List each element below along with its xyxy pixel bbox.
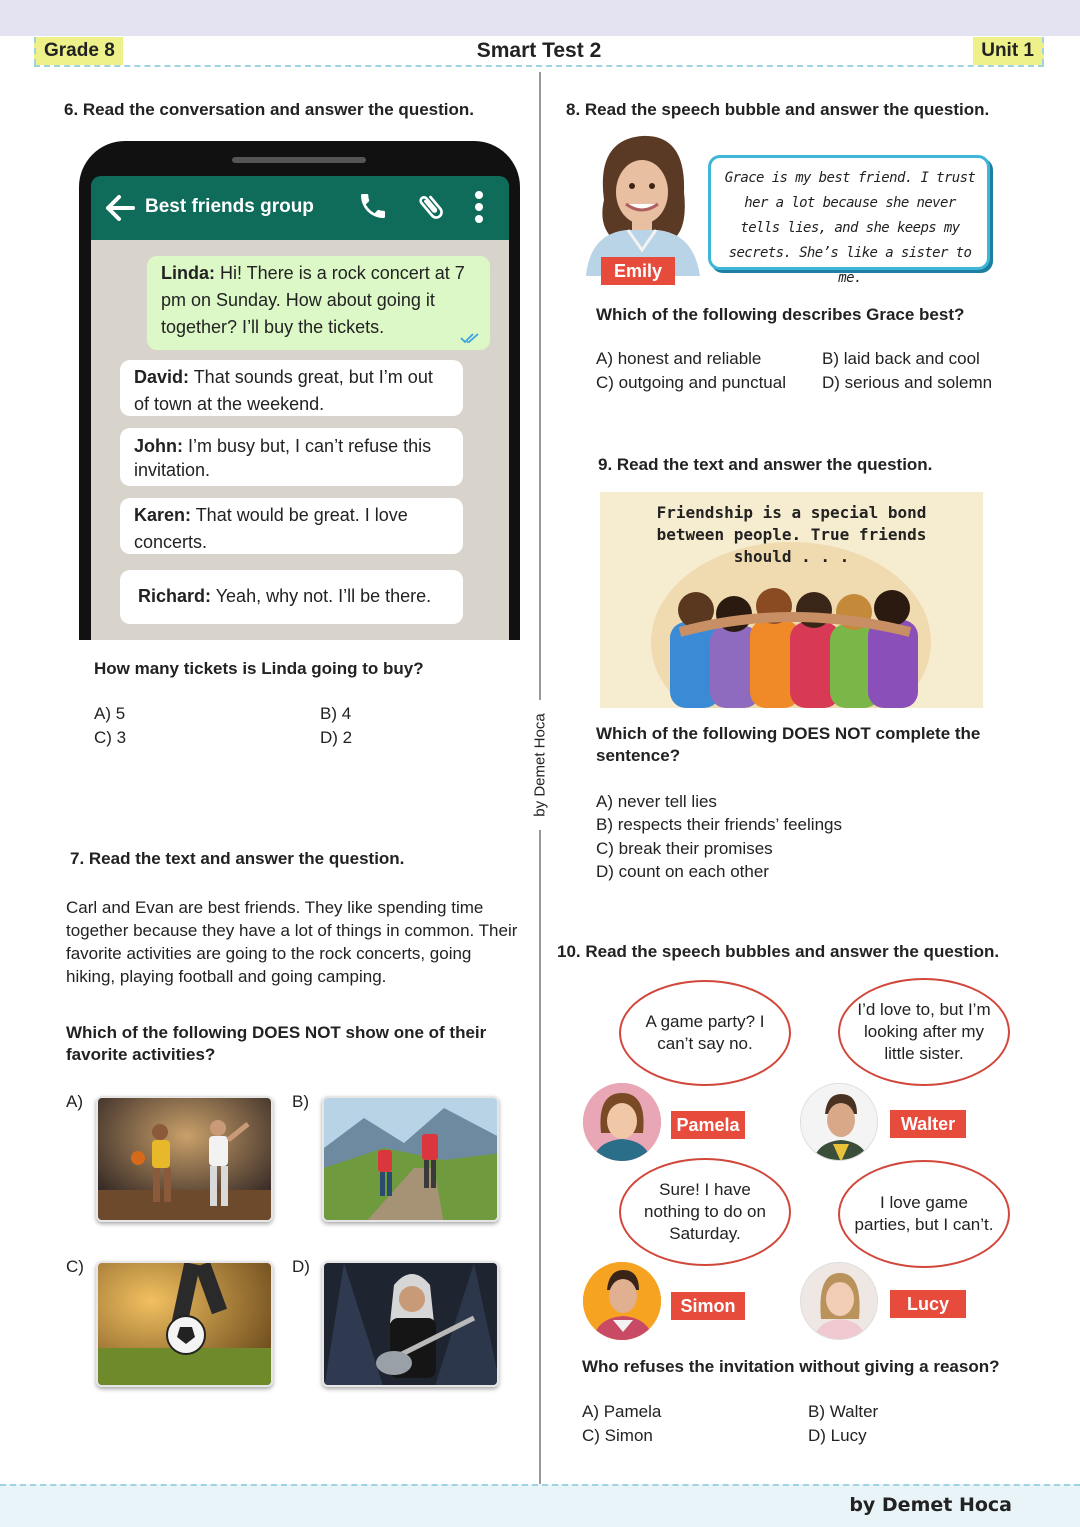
simon-thought-bubble	[619, 1158, 791, 1266]
top-band	[0, 0, 1080, 36]
read-receipt-icon	[460, 332, 480, 344]
lucy-avatar	[800, 1262, 878, 1340]
q9-option-c[interactable]: C) break their promises	[596, 839, 773, 858]
friendship-image-caption: Friendship is a special bond between people. True friends should . . .	[656, 503, 927, 566]
name-walter: Walter	[890, 1110, 966, 1138]
simon-avatar	[583, 1262, 661, 1340]
q9-question: Which of the following DOES NOT complete the sentence?	[596, 724, 981, 765]
walter-says: I’d love to, but I’m looking after my little sister.	[857, 1000, 991, 1063]
chat-area	[91, 240, 509, 640]
walter-avatar	[800, 1083, 878, 1161]
chat-message-linda: Linda: Hi! There is a rock concert at 7 pm on Sunday. How about going it together? I’ll buy the tickets.	[147, 256, 490, 350]
speaker-emily: Emily	[601, 257, 675, 285]
chat-message-david: David: That sounds great, but I’m out of town at the weekend.	[120, 360, 463, 416]
lucy-says: I love game parties, but I can’t.	[854, 1193, 994, 1234]
page-title: Smart Test 2	[476, 39, 602, 62]
q8-option-c[interactable]: C) outgoing and punctual	[596, 373, 786, 392]
simon-says: Sure! I have nothing to do on Saturday.	[644, 1180, 766, 1243]
emily-portrait	[576, 130, 710, 276]
q10-option-d[interactable]: D) Lucy	[808, 1426, 867, 1445]
q8-option-d[interactable]: D) serious and solemn	[822, 373, 993, 392]
pamela-says: A game party? I can’t say no.	[645, 1012, 765, 1053]
vertical-credit: by Demet Hoca	[530, 700, 550, 830]
more-options-icon[interactable]	[473, 190, 485, 224]
q9-heading: 9. Read the text and answer the question.	[598, 455, 933, 474]
q10-heading: 10. Read the speech bubbles and answer the question.	[557, 942, 1000, 961]
walter-thought-bubble	[838, 978, 1010, 1086]
q7-option-a-label[interactable]: A)	[66, 1092, 83, 1111]
q6-question: How many tickets is Linda going to buy?	[94, 659, 424, 678]
q7-option-d-label[interactable]: D)	[292, 1257, 310, 1276]
lucy-thought-bubble	[838, 1160, 1010, 1268]
q10-question: Who refuses the invitation without giving a reason?	[582, 1357, 1000, 1376]
phone-notch	[232, 157, 366, 163]
q8-heading: 8. Read the speech bubble and answer the question.	[566, 100, 990, 119]
q7-option-b-label[interactable]: B)	[292, 1092, 309, 1111]
pamela-avatar	[583, 1083, 661, 1161]
q7-option-d-concert-image[interactable]	[322, 1261, 499, 1387]
q6-option-b[interactable]: B) 4	[320, 704, 352, 723]
q6-option-a[interactable]: A) 5	[94, 704, 126, 723]
q9-option-b[interactable]: B) respects their friends’ feelings	[596, 815, 842, 834]
name-simon: Simon	[671, 1292, 745, 1320]
q7-option-c-label[interactable]: C)	[66, 1257, 84, 1276]
q10-option-c[interactable]: C) Simon	[582, 1426, 653, 1445]
chat-message-karen: Karen: That would be great. I love concerts.	[120, 498, 463, 554]
chat-message-john: John: I’m busy but, I can’t refuse this invitation.	[120, 428, 463, 486]
q8-option-b[interactable]: B) laid back and cool	[822, 349, 980, 368]
grade-badge: Grade 8	[34, 37, 123, 65]
friendship-image	[600, 492, 983, 708]
q9-option-a[interactable]: A) never tell lies	[596, 792, 717, 811]
q6-option-d[interactable]: D) 2	[320, 728, 353, 747]
q7-option-b-hiking-image[interactable]	[322, 1096, 499, 1222]
footer-credit: by Demet Hoca	[849, 1494, 1012, 1516]
chat-title: Best friends group	[145, 196, 314, 217]
q9-option-d[interactable]: D) count on each other	[596, 862, 769, 881]
q8-option-a[interactable]: A) honest and reliable	[596, 349, 762, 368]
q7-question: Which of the following DOES NOT show one of their favorite activities?	[66, 1023, 487, 1064]
back-arrow-icon[interactable]	[105, 194, 135, 222]
pamela-thought-bubble	[619, 980, 791, 1086]
phone-call-icon[interactable]	[357, 190, 389, 222]
q6-option-c[interactable]: C) 3	[94, 728, 127, 747]
phone-mockup	[79, 141, 520, 640]
q7-option-c-football-image[interactable]	[96, 1261, 273, 1387]
unit-badge: Unit 1	[973, 37, 1044, 65]
emily-speech-bubble	[708, 155, 990, 286]
q8-question: Which of the following describes Grace best?	[596, 305, 965, 324]
attachment-icon[interactable]	[415, 190, 447, 224]
chat-header	[91, 176, 509, 240]
name-lucy: Lucy	[890, 1290, 966, 1318]
q6-heading: 6. Read the conversation and answer the question.	[64, 100, 474, 119]
q7-heading: 7. Read the text and answer the question.	[70, 849, 405, 868]
emily-speech-text: Grace is my best friend. I trust her a lot because she never tells lies, and she keeps my secrets. She’s like a sister to me.	[724, 170, 976, 286]
q7-text: Carl and Evan are best friends. They like spending time together because they have a lot of things in common. Their favorite activities are going to the rock concerts, going hiking, playing football and going camping.	[66, 898, 518, 986]
q10-option-b[interactable]: B) Walter	[808, 1402, 879, 1421]
q7-option-a-basketball-image[interactable]	[96, 1096, 273, 1222]
page-footer	[0, 1484, 1080, 1527]
name-pamela: Pamela	[671, 1111, 745, 1139]
page-header	[34, 37, 1044, 67]
q10-option-a[interactable]: A) Pamela	[582, 1402, 662, 1421]
chat-message-richard: Richard: Yeah, why not. I’ll be there.	[120, 570, 463, 624]
